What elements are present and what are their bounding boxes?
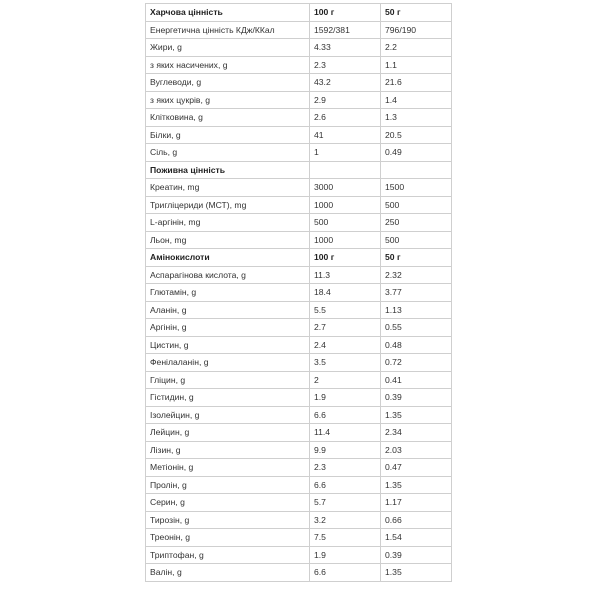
table-row [146,546,452,564]
per-50g-cell: 0.47 [381,459,452,477]
per-50g-cell: 0.49 [381,144,452,162]
nutrient-name-cell: Льон, mg [146,231,310,249]
per-100g-cell: 41 [310,126,381,144]
table-row [146,354,452,372]
nutrition-table [145,3,452,582]
section-header-row [146,161,452,179]
per-100g-cell: 2.3 [310,459,381,477]
per-50g-cell: 0.39 [381,389,452,407]
per-100g-cell: 100 г [310,4,381,22]
table-row [146,371,452,389]
nutrient-name-cell: Аланін, g [146,301,310,319]
table-row [146,564,452,582]
per-50g-cell: 1.4 [381,91,452,109]
per-100g-cell: 1.9 [310,546,381,564]
per-100g-cell: 1 [310,144,381,162]
per-50g-cell: 21.6 [381,74,452,92]
nutrient-name-cell: Ізолейцин, g [146,406,310,424]
per-100g-cell: 2 [310,371,381,389]
per-50g-cell: 1.35 [381,564,452,582]
nutrient-name-cell: Гліцин, g [146,371,310,389]
table-row [146,301,452,319]
per-100g-cell: 11.4 [310,424,381,442]
table-row [146,424,452,442]
per-100g-cell: 1.9 [310,389,381,407]
nutrient-name-cell: Тирозін, g [146,511,310,529]
per-100g-cell: 9.9 [310,441,381,459]
per-50g-cell: 500 [381,231,452,249]
per-50g-cell: 1.3 [381,109,452,127]
per-100g-cell: 43.2 [310,74,381,92]
table-row [146,476,452,494]
per-100g-cell: 2.6 [310,109,381,127]
per-50g-cell: 796/190 [381,21,452,39]
nutrient-name-cell: Аргінін, g [146,319,310,337]
per-50g-cell: 50 г [381,249,452,267]
per-50g-cell: 2.32 [381,266,452,284]
per-50g-cell: 1.17 [381,494,452,512]
per-100g-cell: 3.5 [310,354,381,372]
nutrition-table-container [145,3,451,582]
nutrient-name-cell: Білки, g [146,126,310,144]
per-50g-cell: 50 г [381,4,452,22]
table-row [146,56,452,74]
per-50g-cell: 20.5 [381,126,452,144]
nutrient-name-cell: Фенілаланін, g [146,354,310,372]
table-row [146,406,452,424]
nutrient-name-cell: Тригліцериди (МСТ), mg [146,196,310,214]
per-50g-cell: 0.72 [381,354,452,372]
per-100g-cell [310,161,381,179]
table-row [146,389,452,407]
per-100g-cell: 2.4 [310,336,381,354]
per-100g-cell: 1000 [310,231,381,249]
table-row [146,196,452,214]
table-row [146,529,452,547]
per-50g-cell: 500 [381,196,452,214]
per-50g-cell: 1.1 [381,56,452,74]
per-50g-cell: 3.77 [381,284,452,302]
nutrition-table-body [146,4,452,582]
table-row [146,266,452,284]
section-header-row [146,4,452,22]
per-50g-cell: 2.2 [381,39,452,57]
table-row [146,511,452,529]
table-row [146,91,452,109]
per-50g-cell: 250 [381,214,452,232]
per-100g-cell: 1000 [310,196,381,214]
per-100g-cell: 6.6 [310,564,381,582]
table-row [146,214,452,232]
per-100g-cell: 5.5 [310,301,381,319]
nutrient-name-cell: Поживна цінність [146,161,310,179]
nutrient-name-cell: Аспарагінова кислота, g [146,266,310,284]
per-50g-cell: 1.35 [381,406,452,424]
table-row [146,39,452,57]
table-row [146,231,452,249]
nutrient-name-cell: Сіль, g [146,144,310,162]
per-50g-cell: 2.03 [381,441,452,459]
per-100g-cell: 1592/381 [310,21,381,39]
nutrient-name-cell: Лейцин, g [146,424,310,442]
per-100g-cell: 7.5 [310,529,381,547]
table-row [146,126,452,144]
per-50g-cell: 0.41 [381,371,452,389]
nutrient-name-cell: Глютамін, g [146,284,310,302]
table-row [146,319,452,337]
table-row [146,284,452,302]
per-100g-cell: 2.7 [310,319,381,337]
nutrient-name-cell: Лізин, g [146,441,310,459]
nutrient-name-cell: Треонін, g [146,529,310,547]
per-50g-cell: 0.39 [381,546,452,564]
per-50g-cell: 0.66 [381,511,452,529]
per-100g-cell: 3.2 [310,511,381,529]
table-row [146,336,452,354]
nutrient-name-cell: Цистин, g [146,336,310,354]
nutrient-name-cell: Триптофан, g [146,546,310,564]
nutrient-name-cell: Жири, g [146,39,310,57]
nutrient-name-cell: Вуглеводи, g [146,74,310,92]
per-100g-cell: 5.7 [310,494,381,512]
nutrient-name-cell: Валін, g [146,564,310,582]
per-50g-cell: 0.55 [381,319,452,337]
per-50g-cell: 1500 [381,179,452,197]
nutrient-name-cell: Серин, g [146,494,310,512]
per-100g-cell: 18.4 [310,284,381,302]
per-50g-cell: 1.35 [381,476,452,494]
table-row [146,494,452,512]
per-100g-cell: 3000 [310,179,381,197]
per-100g-cell: 6.6 [310,406,381,424]
per-50g-cell: 2.34 [381,424,452,442]
per-50g-cell: 1.13 [381,301,452,319]
table-row [146,441,452,459]
nutrient-name-cell: Енергетична цінність КДж/ККал [146,21,310,39]
nutrient-name-cell: Пролін, g [146,476,310,494]
per-100g-cell: 4.33 [310,39,381,57]
per-100g-cell: 11.3 [310,266,381,284]
per-100g-cell: 2.9 [310,91,381,109]
nutrient-name-cell: Харчова цінність [146,4,310,22]
nutrient-name-cell: Гістидин, g [146,389,310,407]
table-row [146,144,452,162]
nutrient-name-cell: Амінокислоти [146,249,310,267]
per-50g-cell [381,161,452,179]
per-100g-cell: 100 г [310,249,381,267]
table-row [146,179,452,197]
table-row [146,109,452,127]
table-row [146,74,452,92]
per-50g-cell: 1.54 [381,529,452,547]
per-100g-cell: 2.3 [310,56,381,74]
nutrient-name-cell: Клітковина, g [146,109,310,127]
per-100g-cell: 6.6 [310,476,381,494]
nutrient-name-cell: з яких насичених, g [146,56,310,74]
per-50g-cell: 0.48 [381,336,452,354]
section-header-row [146,249,452,267]
per-100g-cell: 500 [310,214,381,232]
nutrient-name-cell: L-аргінін, mg [146,214,310,232]
nutrient-name-cell: Метіонін, g [146,459,310,477]
table-row [146,21,452,39]
nutrient-name-cell: Креатин, mg [146,179,310,197]
nutrient-name-cell: з яких цукрів, g [146,91,310,109]
table-row [146,459,452,477]
